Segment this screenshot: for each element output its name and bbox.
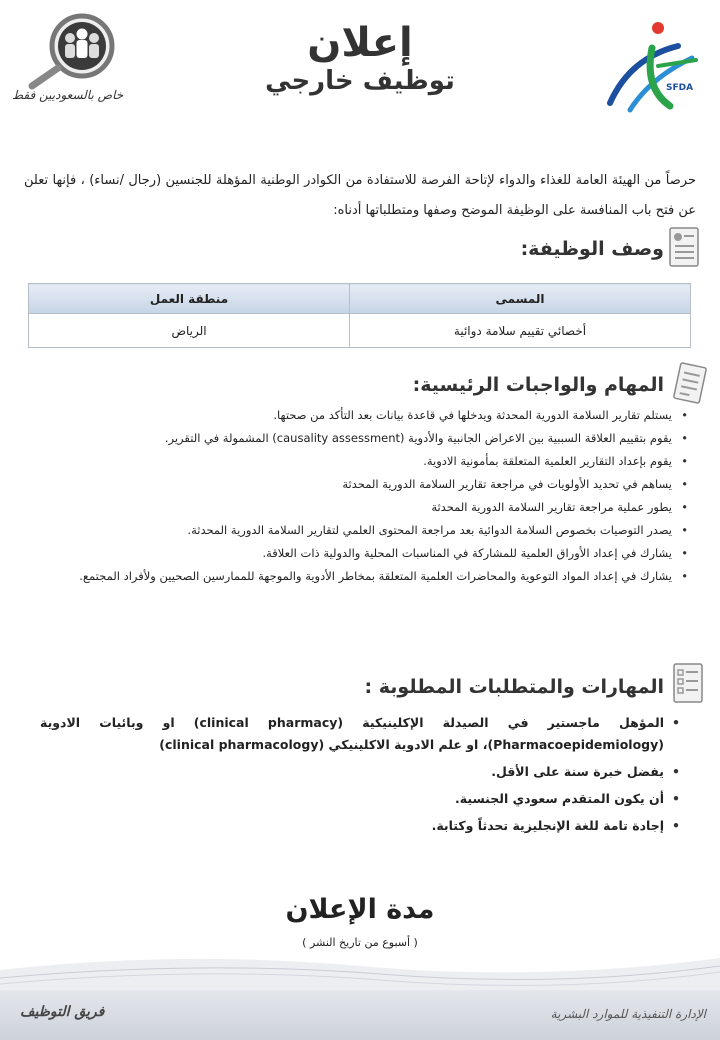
list-item: • يصدر التوصيات بخصوص السلامة الدوائية بعد مراجعة المحتوى العلمي لتقارير السلامة الدورية المحدثة. — [26, 523, 690, 538]
list-item: • يقوم بإعداد التقارير العلمية المتعلقة بمأمونية الادوية. — [26, 454, 690, 469]
column-header-location: منطقة العمل — [29, 284, 350, 314]
job-location-cell: الرياض — [29, 314, 350, 348]
list-item: • إجادة تامة للغة الإنجليزية تحدثاً وكتابة. — [40, 815, 682, 837]
table-row — [29, 314, 691, 348]
list-item: • يستلم تقارير السلامة الدورية المحدثة ويدخلها في قاعدة بيانات بعد التأكد من صحتها. — [26, 408, 690, 423]
job-description-heading: وصف الوظيفة: — [520, 238, 664, 260]
checklist-icon — [672, 362, 708, 404]
list-item: • يساهم في تحديد الأولويات في مراجعة تقارير السلامة الدورية المحدثة — [26, 477, 690, 492]
list-item: • المؤهل ماجستير في الصيدلة الإكلينيكية (clinical pharmacy) او وبائيات الادوية (Pharmacoepidemiology)، او علم الادوية الاكلينيكي (clinical pharmacology) — [40, 712, 682, 756]
column-header-title: المسمى — [350, 284, 691, 314]
logo-text: SFDA — [666, 83, 694, 93]
list-item: • يطور عملية مراجعة تقارير السلامة الدورية المحدثة — [26, 500, 690, 515]
intro-paragraph: حرصاً من الهيئة العامة للغذاء والدواء لإتاحة الفرصة للاستفادة من الكوادر الوطنية المؤهلة للجنسين (رجال /نساء) ، فإنها تعلن عن فتح باب المنافسة على الوظيفة الموضح وصفها ومتطلباتها أدناه: — [24, 173, 696, 218]
saudi-only-note: خاص بالسعوديين فقط — [12, 88, 124, 102]
list-item: • أن يكون المتقدم سعودي الجنسية. — [40, 788, 682, 810]
table-header-row — [29, 284, 691, 314]
list-item: • يشارك في إعداد الأوراق العلمية للمشاركة في المناسبات المحلية والدولية ذات العلاقة. — [26, 546, 690, 561]
magnifier-people-icon — [18, 12, 118, 92]
period-title: مدة الإعلان — [285, 894, 435, 925]
page-subtitle: توظيف خارجي — [265, 66, 455, 96]
skills-heading: المهارات والمتطلبات المطلوبة : — [364, 676, 664, 698]
skills-list — [40, 712, 682, 842]
list-item: • يشارك في إعداد المواد التوعوية والمحاضرات العلمية المتعلقة بمخاطر الأدوية والموجهة للممارسين الصحيين ولأفراد المجتمع. — [26, 569, 690, 584]
header — [0, 0, 720, 140]
list-item: • يفضل خبرة سنة على الأقل. — [40, 761, 682, 783]
checklist-form-icon — [670, 662, 706, 704]
duties-list — [26, 408, 690, 592]
document-icon — [666, 226, 702, 268]
job-title-cell: أخصائي تقييم سلامة دوائية — [350, 314, 691, 348]
footer-team: فريق التوظيف — [20, 1004, 105, 1020]
page-title: إعلان — [307, 20, 413, 66]
list-item: • يقوم بتقييم العلاقة السببية بين الاعراض الجانبية والأدوية (causality assessment) المشمولة في التقرير. — [26, 431, 690, 446]
job-table — [28, 283, 691, 348]
period-note: ( أسبوع من تاريخ النشر ) — [302, 936, 418, 949]
footer-department: الإدارة التنفيذية للموارد البشرية — [550, 1007, 706, 1021]
duties-heading: المهام والواجبات الرئيسية: — [412, 374, 664, 396]
